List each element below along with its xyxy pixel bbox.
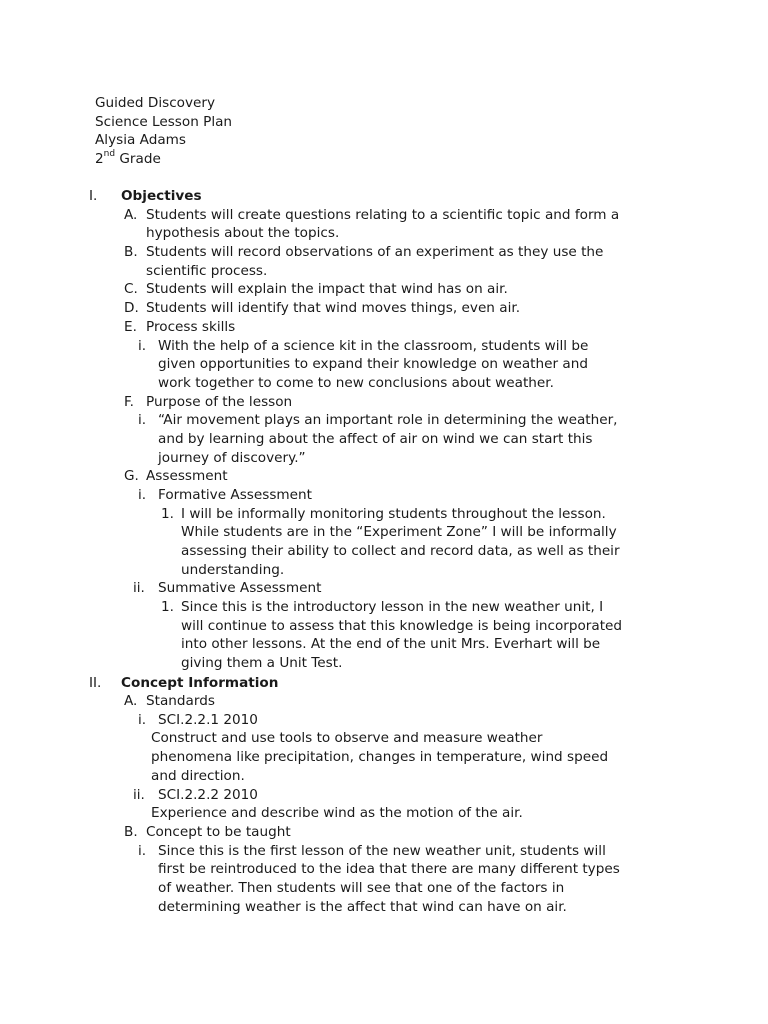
purpose-label: Purpose of the lesson: [146, 394, 293, 410]
concept-line: of weather. Then students will see that one of the factors in: [158, 880, 565, 896]
item-marker: F.: [124, 394, 134, 410]
purpose-line: journey of discovery.”: [158, 450, 306, 466]
item-marker: E.: [124, 319, 137, 335]
section-heading-objectives: Objectives: [121, 188, 202, 204]
standard-description-line: Experience and describe wind as the motion of the air.: [151, 805, 523, 821]
objective-a-line: hypothesis about the topics.: [146, 225, 340, 241]
item-marker: A.: [124, 207, 138, 223]
grade-suffix: nd: [103, 149, 116, 160]
process-skills-label: Process skills: [146, 319, 236, 335]
subitem-marker: i.: [138, 412, 147, 428]
item-marker: C.: [124, 281, 138, 297]
objective-b-line: Students will record observations of an experiment as they use the: [146, 244, 604, 260]
objective-a-line: Students will create questions relating to a scientific topic and form a: [146, 207, 620, 223]
process-skills-line: work together to come to new conclusions about weather.: [158, 375, 554, 391]
item-marker: B.: [124, 824, 138, 840]
subitem-marker: i.: [138, 487, 147, 503]
section-marker-i: I.: [89, 188, 98, 204]
item-marker: B.: [124, 244, 138, 260]
concept-line: first be reintroduced to the idea that there are many different types: [158, 861, 620, 877]
objective-b-line: scientific process.: [146, 263, 268, 279]
header-grade: [95, 150, 161, 169]
standard-description-line: phenomena like precipitation, changes in temperature, wind speed: [151, 749, 609, 765]
summative-assessment-label: Summative Assessment: [158, 580, 322, 596]
item-marker: D.: [124, 300, 139, 316]
assessment-label: Assessment: [146, 468, 228, 484]
summative-assessment-line: into other lessons. At the end of the unit Mrs. Everhart will be: [181, 636, 601, 652]
subitem-marker: ii.: [133, 787, 145, 803]
section-marker-ii: II.: [89, 675, 102, 691]
formative-assessment-line: While students are in the “Experiment Zone” I will be informally: [181, 524, 617, 540]
concept-line: determining weather is the affect that wind can have on air.: [158, 899, 567, 915]
subitem-marker: i.: [138, 338, 147, 354]
concept-label: Concept to be taught: [146, 824, 291, 840]
item-marker: G.: [124, 468, 139, 484]
concept-line: Since this is the first lesson of the new weather unit, students will: [158, 843, 606, 859]
subitem-marker: i.: [138, 843, 147, 859]
summative-assessment-line: Since this is the introductory lesson in the new weather unit, I: [181, 599, 604, 615]
objective-c-line: Students will explain the impact that wind has on air.: [146, 281, 508, 297]
header-title: Guided Discovery: [95, 95, 216, 111]
formative-assessment-label: Formative Assessment: [158, 487, 312, 503]
process-skills-line: With the help of a science kit in the classroom, students will be: [158, 338, 589, 354]
item-marker: A.: [124, 693, 138, 709]
formative-assessment-line: I will be informally monitoring students throughout the lesson.: [181, 506, 606, 522]
subitem-marker: ii.: [133, 580, 145, 596]
section-heading-concept-information: Concept Information: [121, 675, 279, 691]
numbered-marker: 1.: [161, 599, 174, 615]
header-author: Alysia Adams: [95, 132, 186, 148]
standards-label: Standards: [146, 693, 215, 709]
standard-code: SCI.2.2.1 2010: [158, 712, 258, 728]
objective-d-line: Students will identify that wind moves things, even air.: [146, 300, 521, 316]
standard-description-line: and direction.: [151, 768, 245, 784]
summative-assessment-line: giving them a Unit Test.: [181, 655, 343, 671]
grade-word: Grade: [115, 151, 161, 167]
numbered-marker: 1.: [161, 506, 174, 522]
summative-assessment-line: will continue to assess that this knowledge is being incorporated: [181, 618, 623, 634]
purpose-line: and by learning about the affect of air on wind we can start this: [158, 431, 593, 447]
grade-number: 2: [95, 151, 104, 167]
standard-description-line: Construct and use tools to observe and measure weather: [151, 730, 543, 746]
purpose-line: “Air movement plays an important role in determining the weather,: [158, 412, 618, 428]
header-subject: Science Lesson Plan: [95, 114, 233, 130]
standard-code: SCI.2.2.2 2010: [158, 787, 258, 803]
process-skills-line: given opportunities to expand their knowledge on weather and: [158, 356, 588, 372]
subitem-marker: i.: [138, 712, 147, 728]
formative-assessment-line: understanding.: [181, 562, 285, 578]
formative-assessment-line: assessing their ability to collect and record data, as well as their: [181, 543, 620, 559]
